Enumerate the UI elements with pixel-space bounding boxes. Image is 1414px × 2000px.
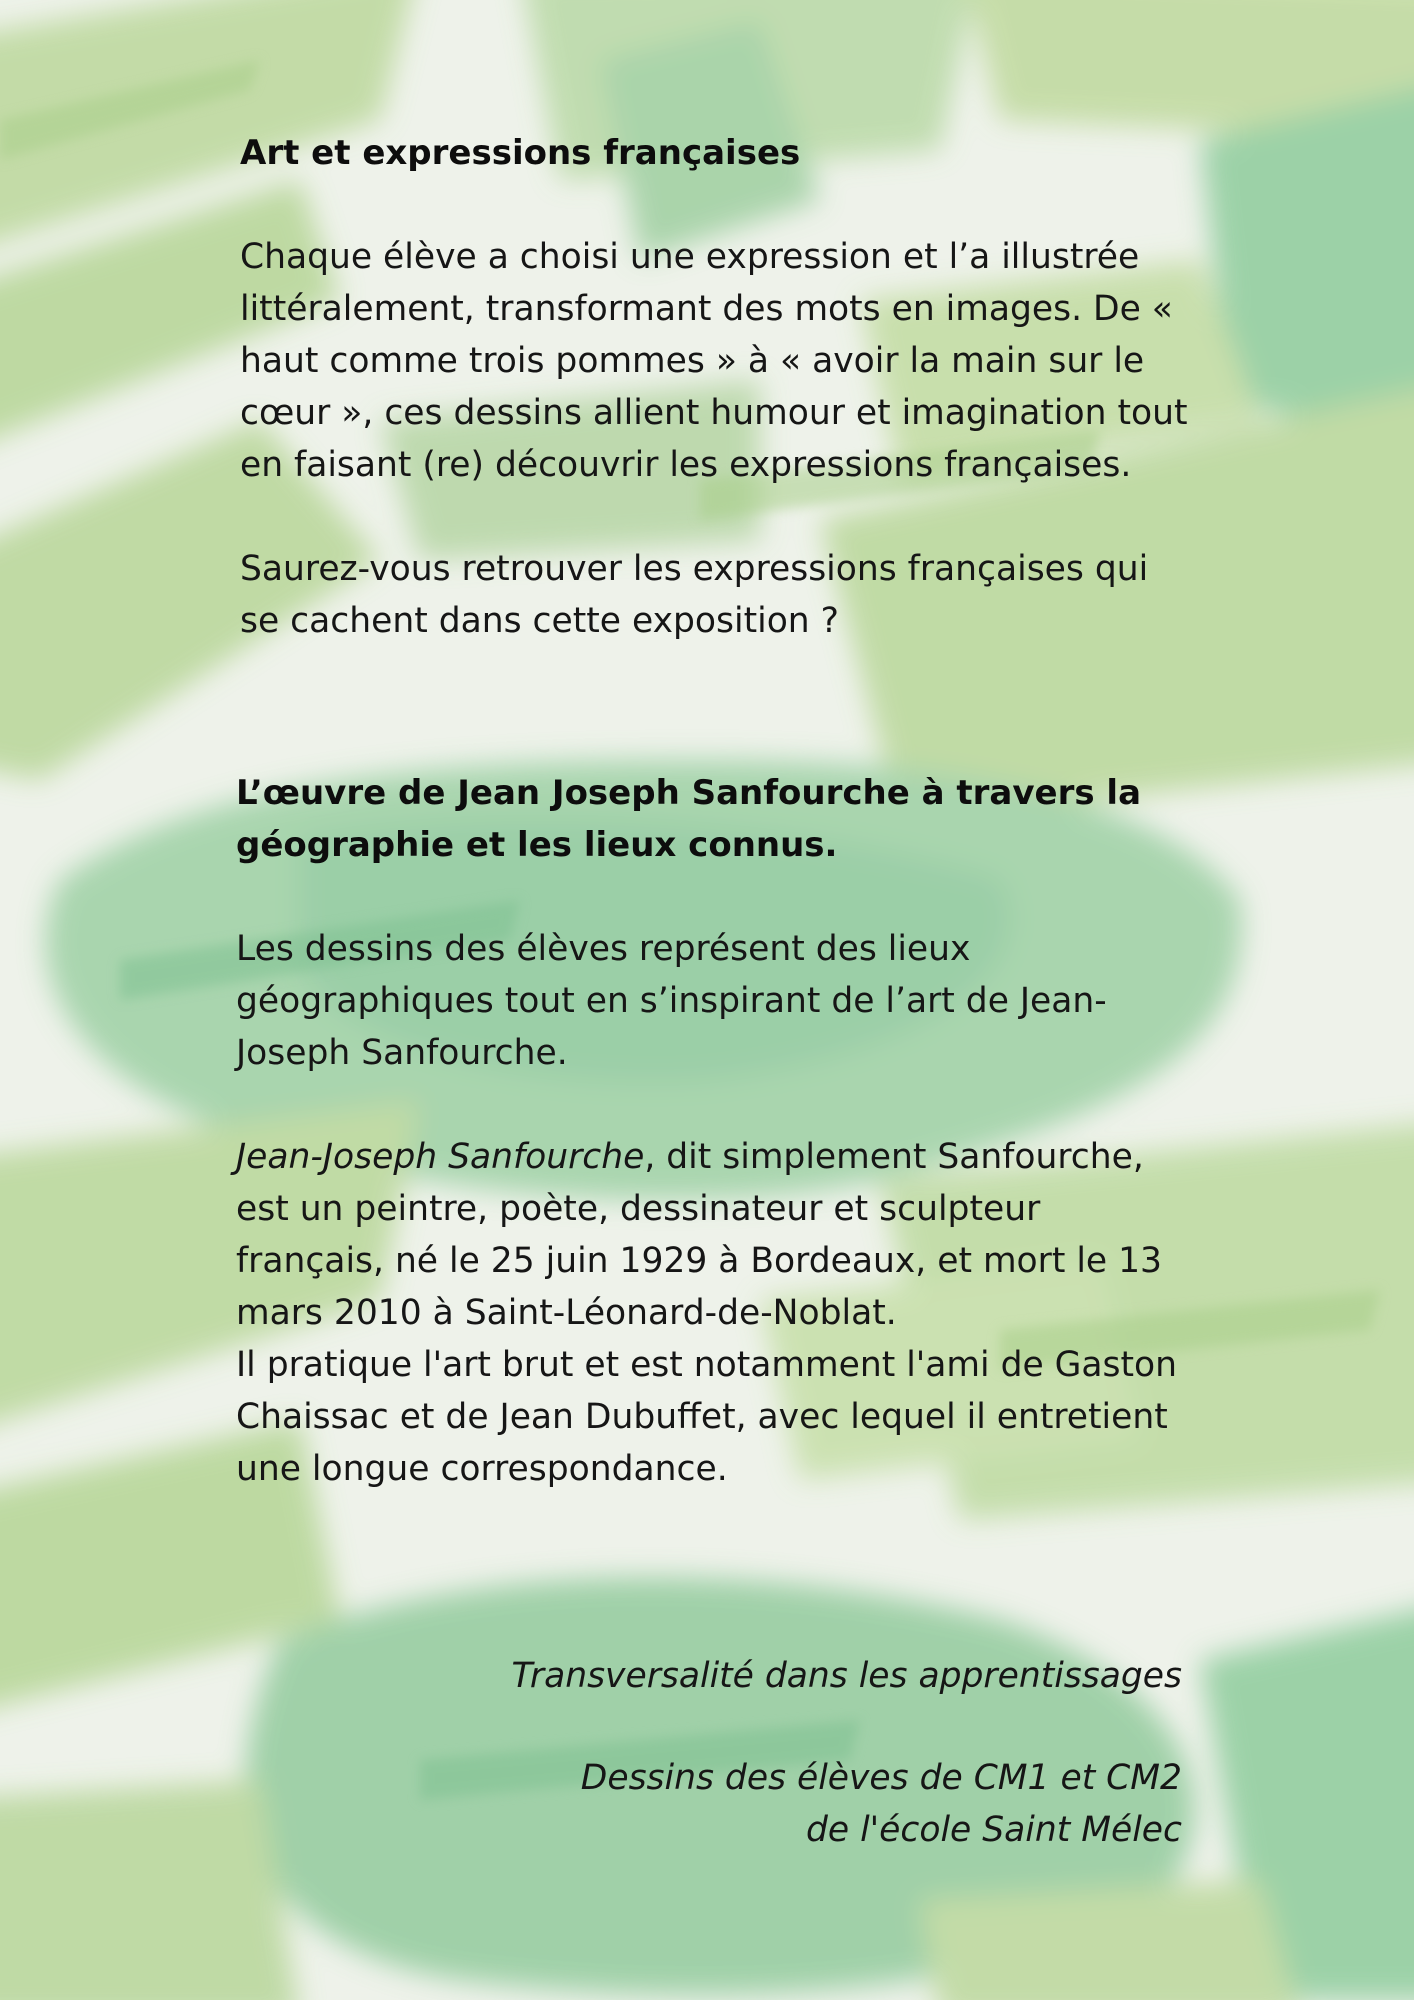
paragraph: Saurez-vous retrouver les expressions françaises qui se cachent dans cette exposition ?	[240, 549, 1149, 641]
section-title: Art et expressions françaises	[240, 133, 801, 173]
biography-paragraph	[236, 1131, 1186, 1339]
paragraph: Chaque élève a choisi une expression et l’a illustrée littéralement, transformant des mots en images. De « haut comme trois pommes » à « avoir la main sur le cœur », ces dessins allient humour et imagination tout en faisant (re) découvrir les expressions françaises.	[240, 237, 1188, 485]
section-sanfourche	[236, 767, 1186, 1495]
section-title: L’œuvre de Jean Joseph Sanfourche à travers la géographie et les lieux connus.	[236, 773, 1142, 865]
biography-text: , dit simplement Sanfourche, est un peintre, poète, dessinateur et sculpteur français, né le 25 juin 1929 à Bordeaux, et mort le 13 mars 2010 à Saint-Léonard-de-Noblat.	[236, 1137, 1163, 1333]
artist-name: Jean-Joseph Sanfourche	[236, 1137, 645, 1177]
paragraph: Les dessins des élèves représent des lieux géographiques tout en s’inspirant de l’art de Jean-Joseph Sanfourche.	[236, 929, 1107, 1073]
section-art-expressions	[240, 127, 1190, 647]
credit-block	[581, 1752, 1182, 1856]
credit-subtitle: Transversalité dans les apprentissages	[511, 1656, 1182, 1696]
paragraph: Il pratique l'art brut et est notamment l'ami de Gaston Chaissac et de Jean Dubuffet, avec lequel il entretient une longue correspondance.	[236, 1345, 1178, 1489]
credit-line: Dessins des élèves de CM1 et CM2	[580, 1758, 1182, 1798]
credit-line: de l'école Saint Mélec	[806, 1810, 1182, 1850]
